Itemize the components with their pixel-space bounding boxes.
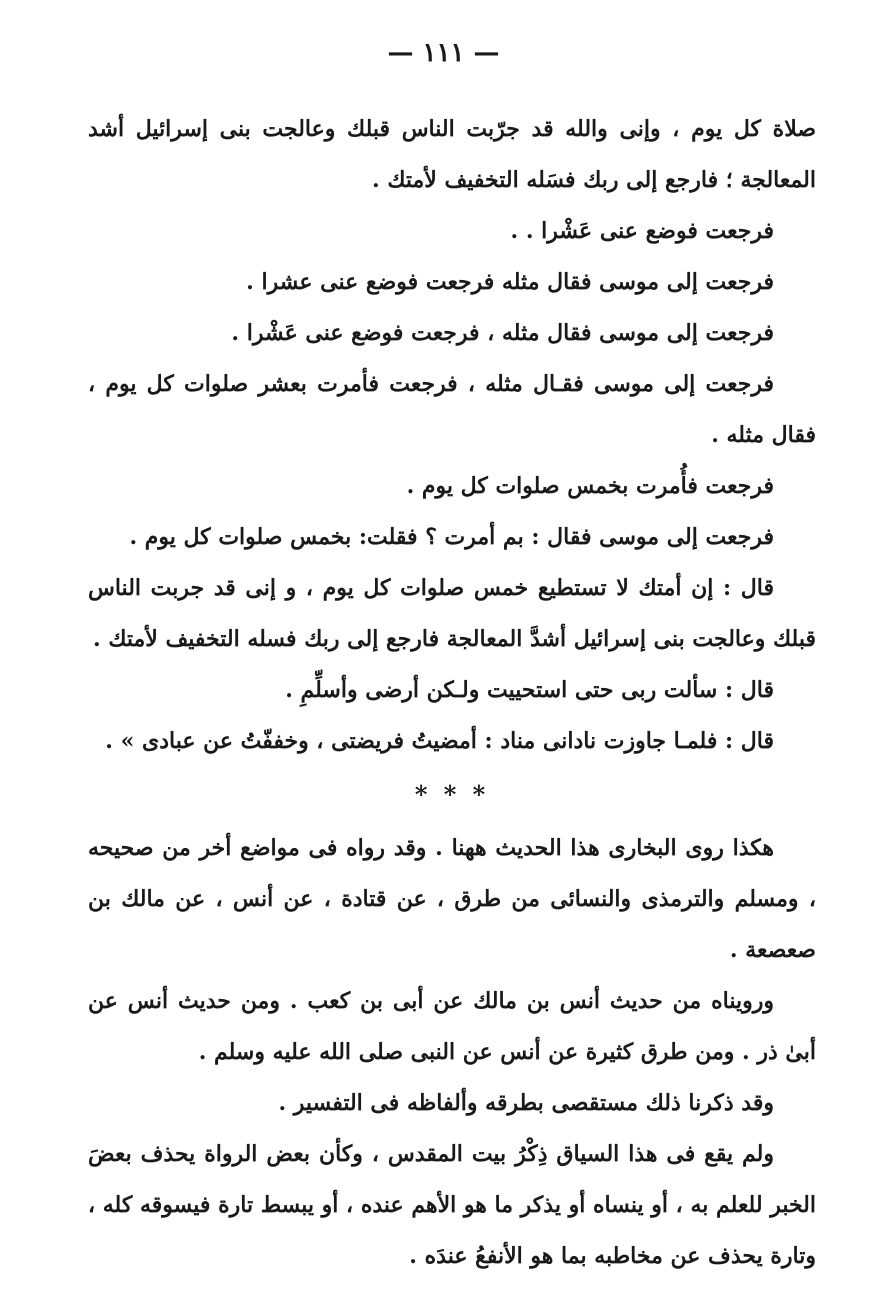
paragraph: فرجعت فأُمرت بخمس صلوات كل يوم . bbox=[406, 473, 774, 499]
paragraph: قال : إن أمتك لا تستطيع خمس صلوات كل يوم ، و إنى قد جربت الناس قبلك وعالجت بنى إسرائيل أشدَّ المعالجة فارجع إلى ربك فسله التخفيف لأمتك . bbox=[88, 575, 816, 652]
body-text bbox=[88, 104, 816, 1282]
paragraph: وقد ذكرنا ذلك مستقصى بطرقه وألفاظه فى التفسير . bbox=[278, 1090, 774, 1116]
paragraph: فرجعت إلى موسى فقال مثله فرجعت فوضع عنى عشرا . bbox=[246, 269, 774, 295]
page-number: — ١١١ — bbox=[387, 38, 500, 68]
paragraph: فرجعت إلى موسى فقال : بم أمرت ؟ فقلت: بخمس صلوات كل يوم . bbox=[129, 524, 774, 550]
paragraph: هكذا روى البخارى هذا الحديث ههنا . وقد رواه فى مواضع أخر من صحيحه ، ومسلم والترمذى والنسائى من طرق ، عن قتادة ، عن أنس ، عن مالك بن صعصعة . bbox=[88, 835, 816, 963]
paragraph: فرجعت إلى موسى فقـال مثله ، فرجعت فأمرت بعشر صلوات كل يوم ، فقال مثله . bbox=[88, 371, 816, 448]
paragraph: فرجعت فوضع عنى عَشْرا . . bbox=[510, 218, 774, 244]
paragraph: فرجعت إلى موسى فقال مثله ، فرجعت فوضع عنى عَشْرا . bbox=[231, 320, 774, 346]
paragraph: ورويناه من حديث أنس بن مالك عن أبى بن كعب . ومن حديث أنس عن أبىٰ ذر . ومن طرق كثيرة عن أنس عن النبى صلى الله عليه وسلم . bbox=[88, 988, 816, 1065]
paragraph: صلاة كل يوم ، وإنى والله قد جرّبت الناس قبلك وعالجت بنى إسرائيل أشد المعالجة ؛ فارجع إلى ربك فسَله التخفيف لأمتك . bbox=[88, 116, 816, 193]
section-separator: * * * bbox=[414, 780, 490, 809]
paragraph: قال : سألت ربى حتى استحييت ولـكن أرضى وأسلِّمِ . bbox=[285, 677, 774, 703]
paragraph: ولم يقع فى هذا السياق ذِكْرُ بيت المقدس ، وكأن بعض الرواة يحذف بعضَ الخبر للعلم به ، أو ينساه أو يذكر ما هو الأهم عنده ، أو يبسط تارة فيسوقه كله ، وتارة يحذف عن مخاطبه بما هو الأنفعُ عندَه . bbox=[88, 1141, 816, 1269]
paragraph: قال : فلمـا جاوزت نادانى مناد : أمضيتُ فريضتى ، وخففّتُ عن عبادى » . bbox=[105, 728, 774, 754]
